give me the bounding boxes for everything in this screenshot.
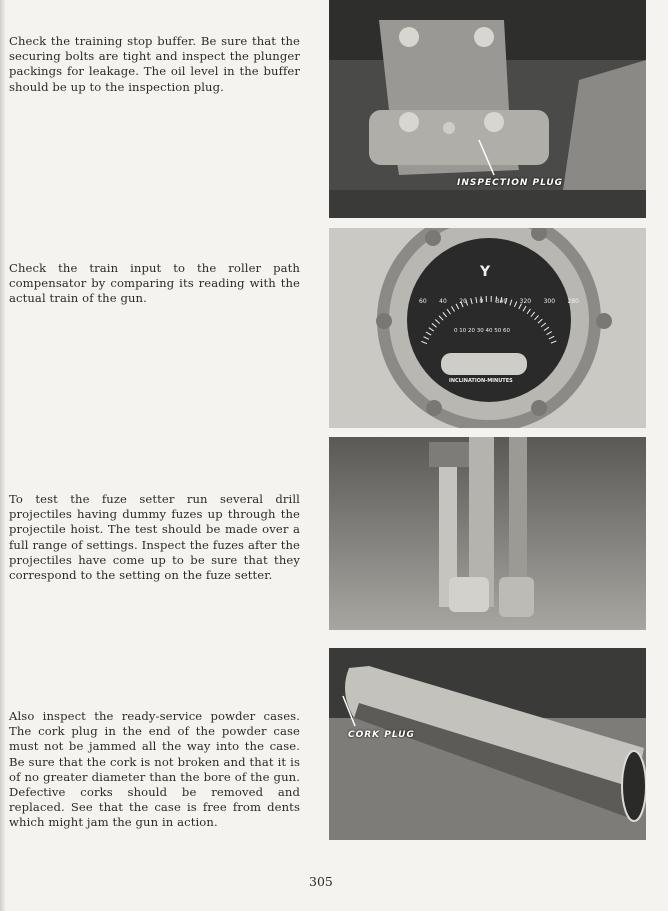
dial-scale-number: 320 [519, 298, 532, 305]
cork-plug-label: CORK PLUG [348, 730, 415, 740]
dial-scale-number: 340 [495, 298, 508, 305]
inclination-label: INCLINATION-MINUTES [449, 378, 513, 384]
dial-scale-number: 60 [419, 298, 427, 305]
dial-scale-number: 300 [543, 298, 556, 305]
photo-training-stop-buffer [329, 0, 646, 218]
inspection-plug-label: INSPECTION PLUG [457, 178, 564, 188]
dial-scale-number: 20 [459, 298, 467, 305]
paragraph-powder-cases: Also inspect the ready-service powder cases. The cork plug in the end of the powder case must not be jammed all the way into the case. Be sure that the cork is not broken and that it is of no greater diameter than the bore of the gun. Defective corks should be removed and replaced. See that the case is free from dents which might jam the gun in action. [9, 709, 300, 830]
photo-roller-path-compensator-dial [329, 228, 646, 428]
scan-shadow [0, 0, 6, 911]
dial-scale-number: 280 [567, 298, 579, 305]
paragraph-fuze-setter: To test the fuze setter run several drill projectiles having dummy fuzes up through the projectile hoist. The test should be made over a full range of settings. Inspect the fuzes after the projectiles have come up to be sure that they correspond to the setting on the fuze setter. [9, 492, 300, 583]
dial-top-mark: Y [480, 264, 491, 280]
paragraph-train-input: Check the train input to the roller path compensator by comparing its reading with the actual train of the gun. [9, 261, 300, 306]
paragraph-training-stop-buffer: Check the training stop buffer. Be sure that the securing bolts are tight and inspect the plunger packings for leakage. The oil level in the buffer should be up to the inspection plug. [9, 34, 300, 94]
page-number: 305 [309, 874, 333, 889]
dial-scale-number: 0 [479, 298, 484, 305]
dial-train-scale [419, 298, 579, 305]
dial-scale-number: 40 [439, 298, 447, 305]
photo-fuze-setter-hoist [329, 437, 646, 630]
inclination-scale: 0 10 20 30 40 50 60 [454, 328, 510, 334]
photo-powder-case [329, 648, 646, 840]
